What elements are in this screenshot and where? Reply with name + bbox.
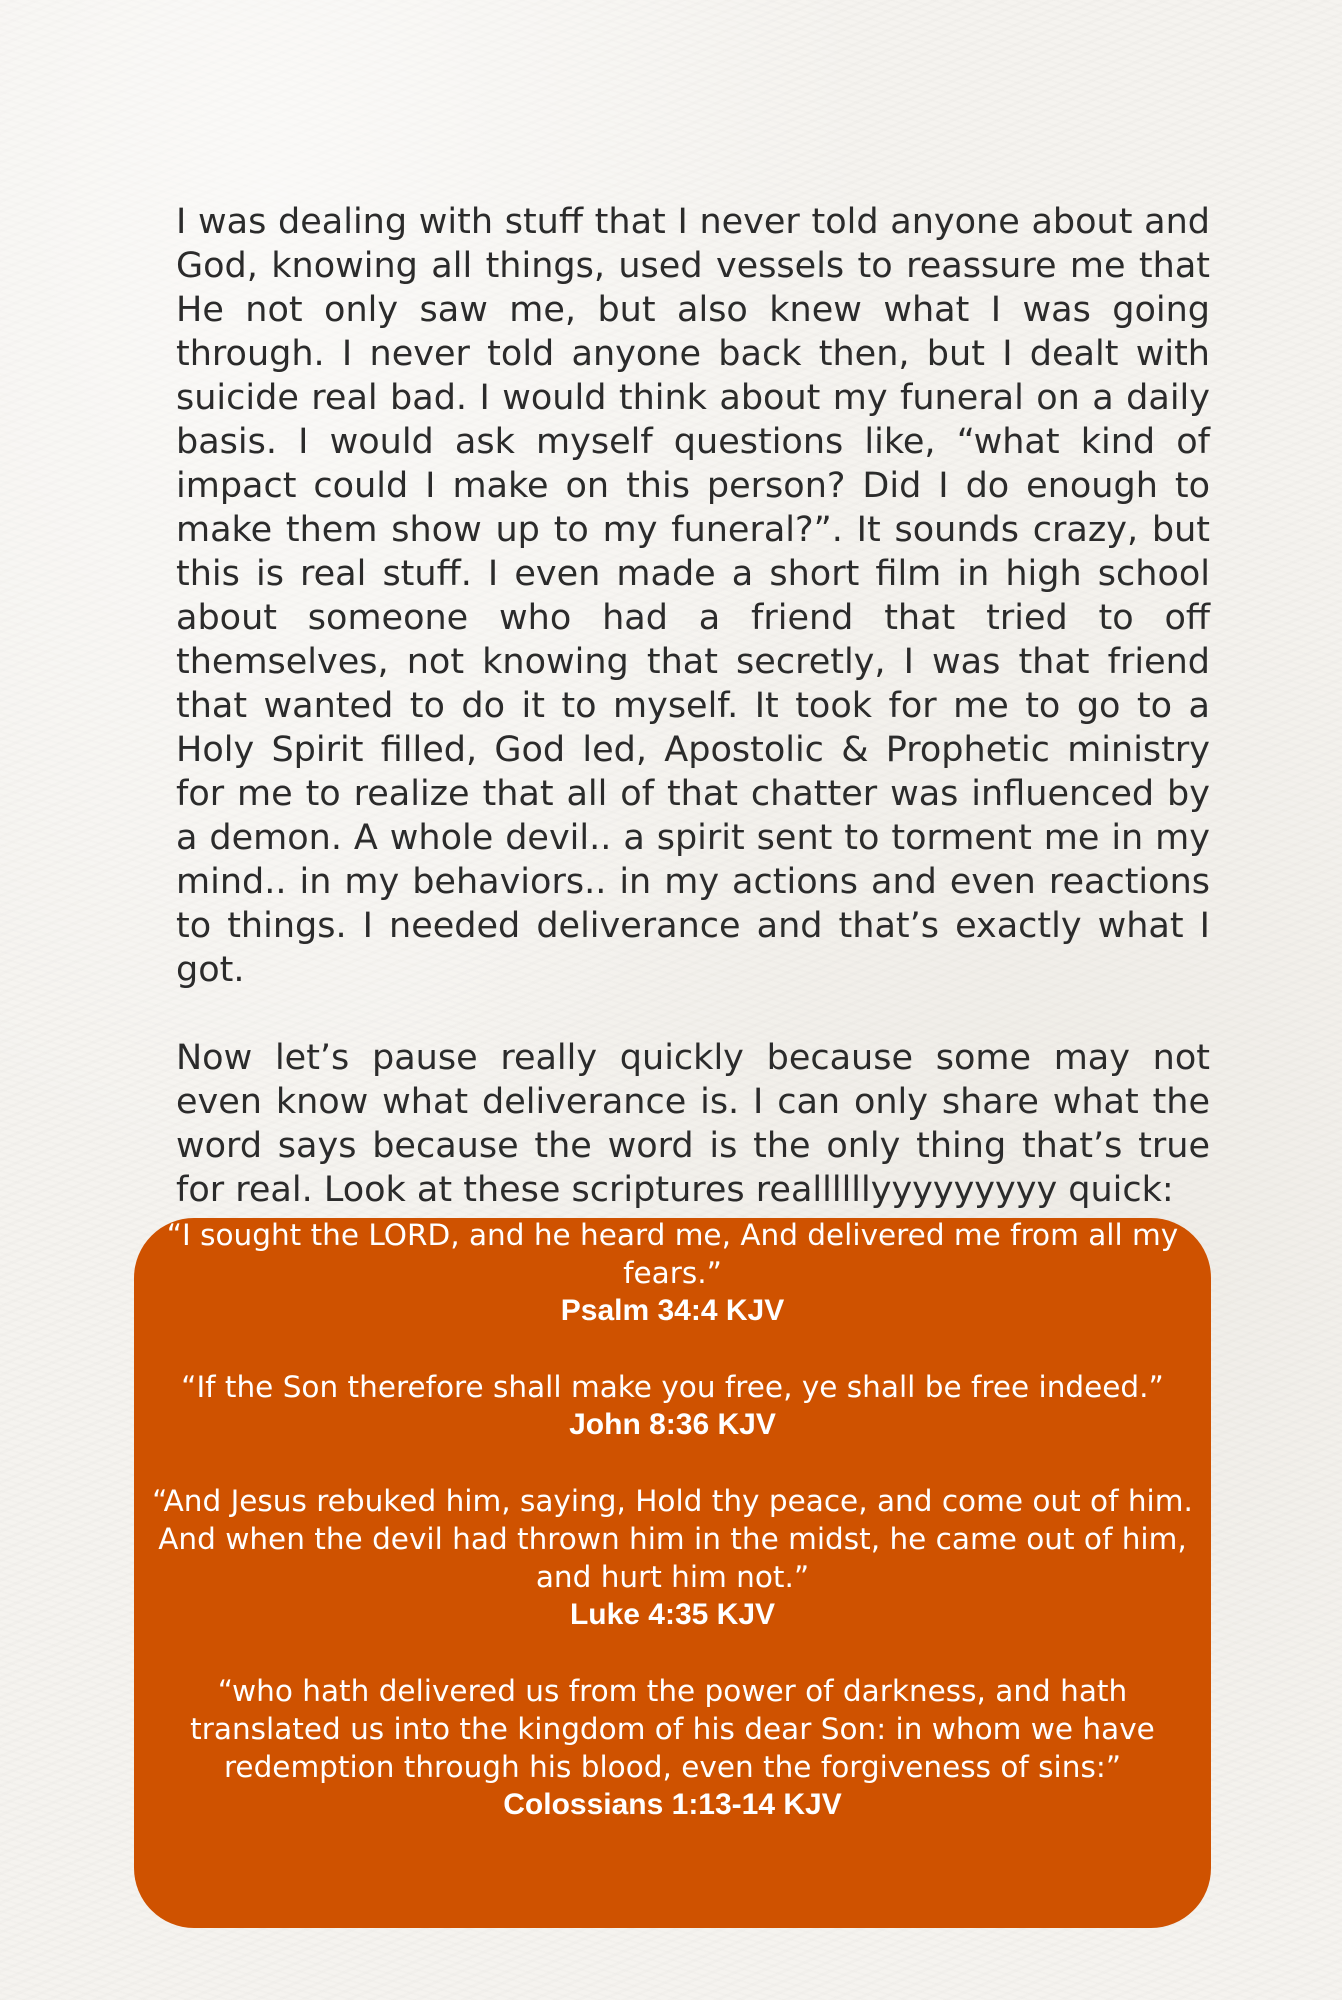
scripture-quote: “And Jesus rebuked him, saying, Hold thy peace, and come out of him. And when the devil had thrown him in the midst, he came out of him, and hurt him not.” [152, 1484, 1193, 1594]
body-text [176, 200, 1210, 1212]
scripture-colossians [150, 1672, 1195, 1824]
paragraph-what-is-deliverance: Now let’s pause really quickly because some may not even know what deliverance is. I can only share what the word says because the word is the only thing that’s true for real. Look at these scriptures reallllllyyyyyyyyy quick: [176, 1038, 1210, 1210]
scripture-john [150, 1368, 1195, 1444]
scripture-reference: Colossians 1:13-14 KJV [503, 1788, 842, 1821]
paragraph-deliverance-story: I was dealing with stuff that I never told anyone about and God, knowing all things, used vessels to reassure me that He not only saw me, but also knew what I was going through. I never told anyone back then, but I dealt with suicide real bad. I would think about my funeral on a daily basis. I would ask myself questions like, “what kind of impact could I make on this person? Did I do enough to make them show up to my funeral?”. It sounds crazy, but this is real stuff. I even made a short film in high school about someone who had a friend that tried to off themselves, not knowing that secretly, I was that friend that wanted to do it to myself. It took for me to go to a Holy Spirit filled, God led, Apostolic & Prophetic ministry for me to realize that all of that chatter was influenced by a demon. A whole devil.. a spirit sent to torment me in my mind.. in my behaviors.. in my actions and even reactions to things. I needed deliverance and that’s exactly what I got. [176, 202, 1210, 990]
scripture-quote: “I sought the LORD, and he heard me, And delivered me from all my fears.” [166, 1218, 1179, 1290]
scripture-reference: Psalm 34:4 KJV [560, 1294, 785, 1327]
scripture-reference: Luke 4:35 KJV [569, 1598, 776, 1631]
scripture-quote: “If the Son therefore shall make you free, ye shall be free indeed.” [181, 1370, 1164, 1404]
scripture-luke [150, 1482, 1195, 1634]
scripture-quote: “who hath delivered us from the power of darkness, and hath translated us into the kingdom of his dear Son: in whom we have redemption through his blood, even the forgiveness of sins:” [190, 1674, 1155, 1784]
scripture-psalm [150, 1216, 1195, 1330]
scripture-list [150, 1216, 1195, 1824]
scripture-reference: John 8:36 KJV [569, 1408, 776, 1441]
